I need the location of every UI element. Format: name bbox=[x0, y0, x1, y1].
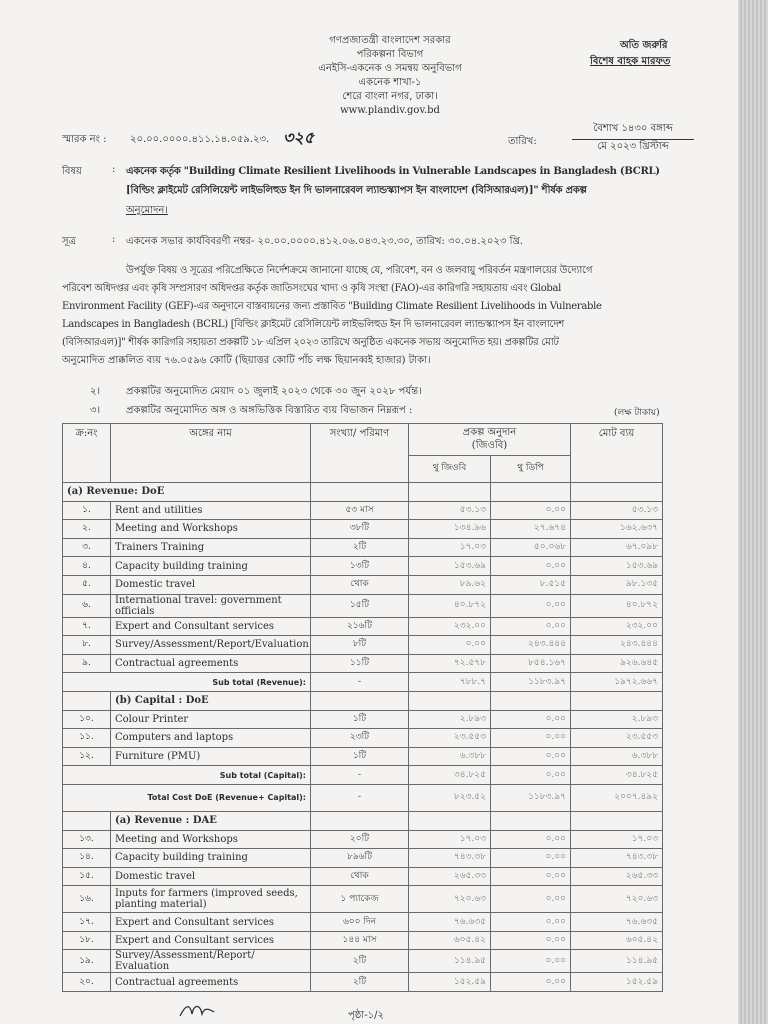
header-thru-gob: থু জিওবি bbox=[409, 455, 491, 482]
row-quantity: ২টি bbox=[311, 538, 409, 557]
row-thru-dp: ০.০০ bbox=[491, 747, 571, 766]
row-thru-gob: ৭২০.৬৩ bbox=[409, 886, 491, 913]
row-thru-dp: ২৪৩.৪৪৪ bbox=[491, 636, 571, 655]
date-bangla: বৈশাখ ১৪৩০ বঙ্গাব্দ bbox=[572, 121, 694, 140]
row-component-name: Survey/Assessment/Report/ Evaluation bbox=[111, 950, 311, 973]
row-total-cost: ৭৪৩.৩৮ bbox=[571, 849, 663, 868]
row-thru-gob: ১১৪.৯৫ bbox=[409, 950, 491, 973]
date-english: মে ২০২৩ খ্রিস্টাব্দ bbox=[597, 141, 669, 152]
capital-doe-rows bbox=[63, 710, 663, 766]
subtotal-label: Sub total (Capital): bbox=[63, 766, 311, 785]
table-row bbox=[63, 636, 663, 655]
total-total: ২০০৭.৪৯২ bbox=[571, 784, 663, 811]
header-quantity: সংখ্যা/ পরিমাণ bbox=[311, 424, 409, 483]
row-thru-dp: ০.০০ bbox=[491, 867, 571, 886]
row-thru-dp: ০.০০ bbox=[491, 931, 571, 950]
subject-colon: : bbox=[112, 164, 116, 175]
row-thru-dp: ০.০০ bbox=[491, 913, 571, 932]
reference-colon: : bbox=[112, 234, 116, 245]
row-serial: ৬. bbox=[63, 594, 111, 617]
row-quantity: ৮টি bbox=[311, 636, 409, 655]
row-serial: ৮. bbox=[63, 636, 111, 655]
table-row bbox=[63, 729, 663, 748]
total-thru-gob: ৮২৩.৫২ bbox=[409, 784, 491, 811]
row-quantity: ১টি bbox=[311, 710, 409, 729]
table-row bbox=[63, 830, 663, 849]
table-row bbox=[63, 617, 663, 636]
row-thru-dp: ২৭.৬৭৪ bbox=[491, 520, 571, 539]
row-thru-dp: ০.০০ bbox=[491, 557, 571, 576]
row-serial: ৯. bbox=[63, 654, 111, 673]
row-total-cost: ২৪৩.৪৪৪ bbox=[571, 636, 663, 655]
subtotal-thru-dp: ১১৮৩.৯৭ bbox=[491, 673, 571, 692]
row-component-name: Contractual agreements bbox=[111, 973, 311, 992]
row-thru-gob: ২৩.৫৫৩ bbox=[409, 729, 491, 748]
row-total-cost: ১৫৩.৬৯ bbox=[571, 557, 663, 576]
body-line-1: উপর্যুক্ত বিষয় ও সূত্রের পরিপ্রেক্ষিতে নির্দেশক্রমে জানানো যাচ্ছে যে, পরিবেশ, বন ও জলবায়ু পরিবর্তন মন্ত্রণালয়ের উদ্যোগে bbox=[126, 265, 593, 276]
section-title: (b) Capital : DoE bbox=[111, 691, 311, 710]
row-thru-dp: ০.০০ bbox=[491, 594, 571, 617]
row-component-name: Rent and utilities bbox=[111, 501, 311, 520]
row-total-cost: ১৫২.৫৯ bbox=[571, 973, 663, 992]
row-total-cost: ২৩২.০০ bbox=[571, 617, 663, 636]
handwritten-memo-number: ৩২৫ bbox=[283, 128, 315, 147]
row-component-name: International travel: government officials bbox=[111, 594, 311, 617]
urgent-mark: অতি জরুরি bbox=[620, 40, 668, 51]
row-thru-gob: ১৭.০৩ bbox=[409, 538, 491, 557]
row-serial: ১০. bbox=[63, 710, 111, 729]
body-line-6: অনুমোদিত প্রাক্কলিত ব্যয় ৭৬.০৫৯৬ কোটি (ছিয়াত্তর কোটি পাঁচ লক্ষ ছিয়ানব্বই হাজার) টাকা। bbox=[62, 355, 431, 366]
row-thru-gob: ৭২.৫৭৮ bbox=[409, 654, 491, 673]
row-serial: ৪. bbox=[63, 557, 111, 576]
reference-label: সূত্র bbox=[62, 236, 76, 247]
row-total-cost: ২.৮৯৩ bbox=[571, 710, 663, 729]
row-thru-dp: ০.০০ bbox=[491, 973, 571, 992]
row-serial: ১৭. bbox=[63, 913, 111, 932]
row-thru-dp: ০.০০ bbox=[491, 501, 571, 520]
row-serial: ১২. bbox=[63, 747, 111, 766]
table-row bbox=[63, 886, 663, 913]
body-line-5: (বিসিআরএল)]" শীর্ষক কারিগরি সহায়তা প্রকল্পটি ১৮ এপ্রিল ২০২৩ তারিখে অনুষ্ঠিত একনেক সভায় অনুমোদিত হয়। প্রকল্পটির মোট bbox=[62, 337, 559, 348]
subject-line-3: অনুমোদন। bbox=[126, 205, 168, 216]
point-3-number: ৩। bbox=[90, 405, 101, 416]
row-thru-gob: ০.০০ bbox=[409, 636, 491, 655]
table-row bbox=[63, 931, 663, 950]
section-row-capital-doe bbox=[63, 691, 663, 710]
row-thru-gob: ১৩৪.৯৬ bbox=[409, 520, 491, 539]
row-thru-gob: ৭৬.৬৩৫ bbox=[409, 913, 491, 932]
point-2-text: প্রকল্পটির অনুমোদিত মেয়াদ ০১ জুলাই ২০২৩ থেকে ৩০ জুন ২০২৮ পর্যন্ত। bbox=[126, 386, 422, 397]
row-total-cost: ২৬৫.৩৩ bbox=[571, 867, 663, 886]
row-quantity: ১৪৪ মাস bbox=[311, 931, 409, 950]
row-serial: ১. bbox=[63, 501, 111, 520]
row-component-name: Domestic travel bbox=[111, 575, 311, 594]
section-name: একনেক শাখা-১ bbox=[358, 77, 422, 88]
memo-number: ২০.০০.০০০০.৪১১.১৪.০৫৯.২৩. bbox=[130, 134, 270, 145]
subtotal-thru-gob: ৩৪.৮২৫ bbox=[409, 766, 491, 785]
row-serial: ১৪. bbox=[63, 849, 111, 868]
total-thru-dp: ১১৮৩.৯৭ bbox=[491, 784, 571, 811]
govt-name: গণপ্রজাতন্ত্রী বাংলাদেশ সরকার bbox=[329, 35, 451, 46]
subtotal-total: ১৯৭২.৬৬৭ bbox=[571, 673, 663, 692]
row-quantity: ৬০০ দিন bbox=[311, 913, 409, 932]
handwritten-signature bbox=[178, 1000, 218, 1022]
table-row bbox=[63, 710, 663, 729]
row-total-cost: ৯৮.১৩৫ bbox=[571, 575, 663, 594]
subtotal-total: ৩৪.৮২৫ bbox=[571, 766, 663, 785]
row-serial: ১৬. bbox=[63, 886, 111, 913]
revenue-doe-rows bbox=[63, 501, 663, 673]
row-thru-dp: ০.০০ bbox=[491, 849, 571, 868]
division-name: পরিকল্পনা বিভাগ bbox=[356, 49, 424, 60]
row-quantity: ২১৬টি bbox=[311, 617, 409, 636]
date-label: তারিখ: bbox=[508, 136, 537, 147]
row-component-name: Furniture (PMU) bbox=[111, 747, 311, 766]
subtotal-thru-gob: ৭৮৮.৭ bbox=[409, 673, 491, 692]
header-serial: ক্র:নং bbox=[63, 424, 111, 483]
row-thru-gob: ১৭.০৩ bbox=[409, 830, 491, 849]
header-thru-dp: থু ডিপি bbox=[491, 455, 571, 482]
row-total-cost: ৫৩.১৩ bbox=[571, 501, 663, 520]
subtotal-revenue-row bbox=[63, 673, 663, 692]
header-component-name: অঙ্গের নাম bbox=[111, 424, 311, 483]
row-quantity: ১ প্যাকেজ bbox=[311, 886, 409, 913]
row-total-cost: ৪০.৮৭২ bbox=[571, 594, 663, 617]
row-quantity: ৮৯৬টি bbox=[311, 849, 409, 868]
row-serial: ২০. bbox=[63, 973, 111, 992]
row-thru-dp: ০.০০ bbox=[491, 830, 571, 849]
table-header-row bbox=[63, 424, 663, 456]
table-row bbox=[63, 973, 663, 992]
unit-note: (লক্ষ টাকায়) bbox=[614, 408, 660, 418]
table-row bbox=[63, 557, 663, 576]
row-thru-dp: ৫০.০৬৮ bbox=[491, 538, 571, 557]
row-quantity: ১৩টি bbox=[311, 557, 409, 576]
page-number: পৃষ্ঠা-১/২ bbox=[348, 1010, 384, 1021]
table-row bbox=[63, 501, 663, 520]
row-component-name: Capacity building training bbox=[111, 849, 311, 868]
row-thru-gob: ৬০৫.৪২ bbox=[409, 931, 491, 950]
row-serial: ৩. bbox=[63, 538, 111, 557]
row-quantity: ১১টি bbox=[311, 654, 409, 673]
row-component-name: Expert and Consultant services bbox=[111, 931, 311, 950]
row-component-name: Meeting and Workshops bbox=[111, 520, 311, 539]
delivery-mark: বিশেষ বাহক মারফত bbox=[590, 56, 671, 67]
row-total-cost: ৯২৬.৬৪৫ bbox=[571, 654, 663, 673]
table-row bbox=[63, 654, 663, 673]
row-serial: ২. bbox=[63, 520, 111, 539]
row-thru-dp: ০.০০ bbox=[491, 886, 571, 913]
row-component-name: Expert and Consultant services bbox=[111, 913, 311, 932]
subtotal-qty: - bbox=[311, 766, 409, 785]
row-total-cost: ১১৪.৯৫ bbox=[571, 950, 663, 973]
row-thru-gob: ৪০.৮৭২ bbox=[409, 594, 491, 617]
section-title: (a) Revenue : DAE bbox=[111, 811, 311, 830]
memo-label: স্মারক নং : bbox=[62, 134, 107, 145]
row-quantity: ১টি bbox=[311, 747, 409, 766]
row-component-name: Computers and laptops bbox=[111, 729, 311, 748]
revenue-dae-rows bbox=[63, 830, 663, 992]
row-serial: ১৯. bbox=[63, 950, 111, 973]
table-row bbox=[63, 950, 663, 973]
subtotal-label: Sub total (Revenue): bbox=[63, 673, 311, 692]
header-grant-label: প্রকল্প অনুদান bbox=[462, 427, 517, 439]
row-total-cost: ৬৭.০৯৮ bbox=[571, 538, 663, 557]
row-component-name: Meeting and Workshops bbox=[111, 830, 311, 849]
body-line-3: Environment Facility (GEF)-এর অনুদানে বাস্তবায়নের জন্য প্রস্তাবিত "Building Climate Resilient Livelihoods in Vulnerable bbox=[62, 301, 602, 312]
row-quantity: ২টি bbox=[311, 950, 409, 973]
row-total-cost: ৬.৩৮৮ bbox=[571, 747, 663, 766]
total-qty: - bbox=[311, 784, 409, 811]
subtotal-thru-dp: ০.০০ bbox=[491, 766, 571, 785]
total-doe-row bbox=[63, 784, 663, 811]
row-thru-gob: ৫৩.১৩ bbox=[409, 501, 491, 520]
row-thru-gob: ২.৮৯৩ bbox=[409, 710, 491, 729]
table-row bbox=[63, 747, 663, 766]
section-row-revenue-doe bbox=[63, 483, 663, 502]
row-component-name: Capacity building training bbox=[111, 557, 311, 576]
row-serial: ১৩. bbox=[63, 830, 111, 849]
section-title: (a) Revenue: DoE bbox=[63, 483, 311, 502]
row-thru-gob: ১৫৩.৬৯ bbox=[409, 557, 491, 576]
cost-breakdown-table bbox=[62, 423, 663, 992]
row-quantity: ৫৩ মাস bbox=[311, 501, 409, 520]
reference-text: একনেক সভার কার্যবিবরণী নম্বর- ২০.০০.০০০০.৪১২.০৬.০৪৩.২৩.৩০, তারিখ: ৩০.০৪.২০২৩ খ্রি. bbox=[126, 236, 524, 247]
header-project-grant bbox=[409, 424, 571, 456]
row-quantity: ২টি bbox=[311, 973, 409, 992]
subtotal-qty: - bbox=[311, 673, 409, 692]
row-component-name: Inputs for farmers (improved seeds, planting material) bbox=[111, 886, 311, 913]
row-quantity: ১৫টি bbox=[311, 594, 409, 617]
body-line-4: Landscapes in Bangladesh (BCRL) [বিল্ডিং ক্লাইমেট রেসিলিয়েন্ট লাইভলিহুড ইন দি ভালনারেবল ল্যান্ডস্ক্যাপস ইন বাংলাদেশ bbox=[62, 319, 565, 330]
row-thru-gob: ২৬৫.৩৩ bbox=[409, 867, 491, 886]
table-row bbox=[63, 849, 663, 868]
row-thru-gob: ৬.৩৮৮ bbox=[409, 747, 491, 766]
point-3-text: প্রকল্পটির অনুমোদিত অঙ্গ ও অঙ্গভিত্তিক বিস্তারিত ব্যয় বিভাজন নিম্নরূপ : bbox=[126, 405, 413, 416]
table-row bbox=[63, 520, 663, 539]
row-thru-dp: ৮৫৪.১৬৭ bbox=[491, 654, 571, 673]
point-2-number: ২। bbox=[90, 386, 101, 397]
wing-name: এনইসি-একনেক ও সমন্বয় অনুবিভাগ bbox=[318, 63, 462, 74]
total-label: Total Cost DoE (Revenue+ Capital): bbox=[63, 784, 311, 811]
row-serial: ১৮. bbox=[63, 931, 111, 950]
row-total-cost: ৭৬.৬৩৫ bbox=[571, 913, 663, 932]
row-thru-dp: ৮.৫১৫ bbox=[491, 575, 571, 594]
row-quantity: ৩৮টি bbox=[311, 520, 409, 539]
row-quantity: ২৩টি bbox=[311, 729, 409, 748]
scanner-edge bbox=[738, 0, 768, 1024]
row-total-cost: ১৬২.৬৩৭ bbox=[571, 520, 663, 539]
table-row bbox=[63, 913, 663, 932]
row-component-name: Trainers Training bbox=[111, 538, 311, 557]
header-total-cost: মোট ব্যয় bbox=[571, 424, 663, 483]
row-quantity: ২০টি bbox=[311, 830, 409, 849]
website: www.plandiv.gov.bd bbox=[340, 105, 440, 116]
row-serial: ৭. bbox=[63, 617, 111, 636]
subject-line-2: [বিল্ডিং ক্লাইমেট রেসিলিয়েন্ট লাইভলিহুড ইন দি ভালনারেবল ল্যান্ডস্ক্যাপস ইন বাংলাদেশ (বিসিআরএল)]" শীর্ষক প্রকল্প bbox=[126, 185, 587, 196]
body-line-2: পরিবেশ অধিদপ্তর এবং কৃষি সম্প্রসারণ অধিদপ্তর কর্তৃক জাতিসংঘের খাদ্য ও কৃষি সংস্থা (FAO)-এর কারিগরি সহায়তায় এবং Global bbox=[62, 283, 562, 294]
table-row bbox=[63, 867, 663, 886]
row-serial: ১৫. bbox=[63, 867, 111, 886]
row-quantity: থোক bbox=[311, 575, 409, 594]
table-row bbox=[63, 538, 663, 557]
row-thru-gob: ২৩২.০০ bbox=[409, 617, 491, 636]
subtotal-capital-row bbox=[63, 766, 663, 785]
row-component-name: Expert and Consultant services bbox=[111, 617, 311, 636]
row-thru-dp: ০.০০ bbox=[491, 950, 571, 973]
row-component-name: Contractual agreements bbox=[111, 654, 311, 673]
section-row-revenue-dae bbox=[63, 811, 663, 830]
row-serial: ৫. bbox=[63, 575, 111, 594]
address: শেরে বাংলা নগর, ঢাকা। bbox=[342, 91, 438, 102]
row-thru-gob: ৮৯.৬২ bbox=[409, 575, 491, 594]
row-component-name: Domestic travel bbox=[111, 867, 311, 886]
header-grant-sub: (জিওবি) bbox=[471, 440, 508, 452]
row-thru-dp: ০.০০ bbox=[491, 617, 571, 636]
subject-line-1: একনেক কর্তৃক "Building Climate Resilient Livelihoods in Vulnerable Landscapes in Bangladesh (BCRL) bbox=[126, 166, 660, 177]
row-thru-gob: ৭৪৩.৩৮ bbox=[409, 849, 491, 868]
row-thru-dp: ০.০০ bbox=[491, 729, 571, 748]
subject-label: বিষয় bbox=[62, 166, 82, 177]
letterhead bbox=[280, 34, 500, 118]
table-row bbox=[63, 575, 663, 594]
row-serial: ১১. bbox=[63, 729, 111, 748]
row-thru-gob: ১৫২.৫৯ bbox=[409, 973, 491, 992]
row-component-name: Colour Printer bbox=[111, 710, 311, 729]
row-component-name: Survey/Assessment/Report/Evaluation bbox=[111, 636, 311, 655]
row-total-cost: ১৭.০৩ bbox=[571, 830, 663, 849]
table-row bbox=[63, 594, 663, 617]
row-total-cost: ৬০৫.৪২ bbox=[571, 931, 663, 950]
row-thru-dp: ০.০০ bbox=[491, 710, 571, 729]
row-total-cost: ২৩.৫৫৩ bbox=[571, 729, 663, 748]
row-total-cost: ৭২০.৬৩ bbox=[571, 886, 663, 913]
row-quantity: থোক bbox=[311, 867, 409, 886]
